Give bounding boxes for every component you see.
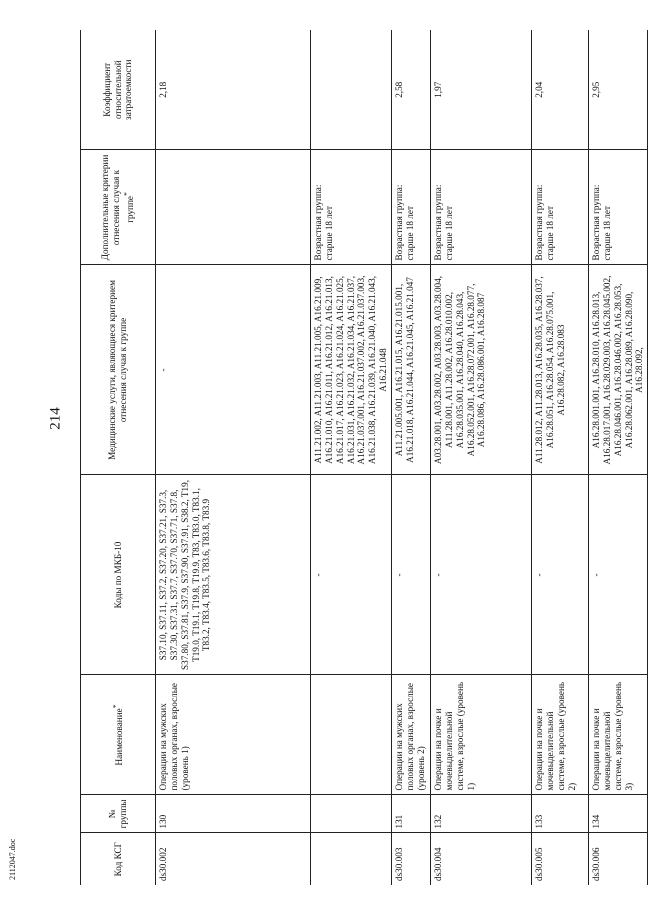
cell-services: A03.28.001, A03.28.002, A03.28.003, A03.28.004, A11.28.001, A11.28.002, A16.28.010.002, A16.28.035.001, A16.28.040, A16.28.043, A16.28.052.001, A16.28.072.001, A16.28.077, A16.28.086, A16.28.086.001, A16.28.087	[431, 265, 532, 475]
cell-extra	[156, 150, 311, 265]
cell-code: ds30.006	[591, 847, 602, 881]
cell-icd: -	[431, 475, 532, 675]
header-services: Медицинские услуги, являющиеся критерием отнесения случая к группе	[81, 265, 156, 475]
cell-group: 133	[532, 795, 589, 833]
cell-code: ds30.005	[534, 847, 545, 881]
cell-name: Операции на почке и мочевыделительной системе, взрослые (уровень 3)	[589, 675, 648, 795]
cell-extra: Возрастная группа: старше 18 лет	[532, 150, 589, 265]
cell-group: 131	[392, 795, 431, 833]
cell-group: 132	[431, 795, 532, 833]
cell-name: Операции на мужских половых органах, взрослые (уровень 1)	[156, 675, 311, 795]
cell-icd: -	[311, 475, 392, 675]
cell-coef: 1,97	[431, 30, 532, 150]
table-row	[589, 30, 648, 885]
header-coef: Коэффициент относительной затратоемкости	[81, 30, 156, 150]
table-row	[532, 30, 589, 885]
header-group-no: № группы	[81, 795, 156, 833]
cell-icd: -	[589, 475, 648, 675]
cell-name: Операции на мужских половых органах, взрослые (уровень 2)	[392, 675, 431, 795]
header-extra-label: Дополнительные критерии отнесения случая к группе	[100, 154, 135, 261]
table-header-row	[81, 30, 156, 885]
cell-extra: Возрастная группа: старше 18 лет	[392, 150, 431, 265]
cell-coef: 2,18	[156, 30, 311, 150]
table-row	[431, 30, 532, 885]
cell-code: ds30.002	[158, 847, 168, 881]
cell-extra: Возрастная группа: старше 18 лет	[589, 150, 648, 265]
ksg-table	[80, 30, 648, 885]
cell-services: A16.28.001.001, A16.28.010, A16.28.013, A16.28.017.001, A16.28.029.003, A16.28.045.002, A16.28.046.001, A16.28.046.002, A16.28.053, A16.28.062.001, A16.28.089, A16.28.090, A16.28.092,	[589, 265, 648, 475]
cell-group: 134	[589, 795, 648, 833]
cell-services: A11.21.005.001, A16.21.015, A16.21.015.001, A16.21.018, A16.21.044, A16.21.045, A16.21.047	[392, 265, 431, 475]
cell-coef: 2,58	[392, 30, 431, 150]
cell-name: Операции на почке и мочевыделительной системе, взрослые (уровень 1)	[431, 675, 532, 795]
table-row	[311, 30, 392, 885]
cell-code: ds30.003	[394, 847, 405, 881]
header-extra	[81, 150, 156, 265]
cell-icd: -	[532, 475, 589, 675]
footer-filename: 2112047.doc	[8, 838, 17, 880]
header-code: Код КСГ	[81, 833, 156, 885]
cell-name: Операции на почке и мочевыделительной системе, взрослые (уровень 2)	[532, 675, 589, 795]
cell-coef: 2,04	[532, 30, 589, 150]
header-name-mark: *	[111, 704, 121, 709]
cell-icd: S37.10, S37.11, S37.2, S37.20, S37.21, S37.3, S37.30, S37.31, S37.7, S37.70, S37.71, S37.8, S37.80, S37.81, S37.9, S37.90, S37.91, S38.2, T19, T19.0, T19.1, T19.8, T19.9, T83, T83.0, T83.1, T83.2, T83.4, T83.5, T83.6, T83.8, T83.9	[156, 475, 311, 675]
header-icd: Коды по МКБ-10	[81, 475, 156, 675]
cell-services: -	[156, 265, 311, 475]
table-row	[156, 30, 311, 885]
header-name-label: Наименование	[114, 708, 125, 766]
header-extra-mark: *	[121, 192, 131, 197]
cell-code	[311, 833, 392, 885]
cell-coef	[311, 30, 392, 150]
cell-icd: -	[392, 475, 431, 675]
page-number: 214	[47, 407, 64, 430]
header-name	[81, 675, 156, 795]
cell-group: 130	[156, 795, 311, 833]
cell-group	[311, 795, 392, 833]
cell-name	[311, 675, 392, 795]
cell-extra: Возрастная группа: старше 18 лет	[431, 150, 532, 265]
cell-services: A11.21.002, A11.21.003, A11.21.005, A16.21.009, A16.21.010, A16.21.011, A16.21.012, A16.21.013, A16.21.017, A16.21.023, A16.21.024, A16.21.025, A16.21.031, A16.21.032, A16.21.034, A16.21.037, A16.21.037.001, A16.21.037.002, A16.21.037.003, A16.21.038, A16.21.039, A16.21.040, A16.21.043, A16.21.048	[311, 265, 392, 475]
cell-services: A11.28.012, A11.28.013, A16.28.035, A16.28.037, A16.28.051, A16.28.054, A16.28.075.001, A16.28.082, A16.28.083	[532, 265, 589, 475]
table-row	[392, 30, 431, 885]
cell-code: ds30.004	[433, 847, 444, 881]
cell-coef: 2,95	[589, 30, 648, 150]
ksg-table-wrapper	[80, 30, 645, 885]
cell-extra: Возрастная группа: старше 18 лет	[311, 150, 392, 265]
